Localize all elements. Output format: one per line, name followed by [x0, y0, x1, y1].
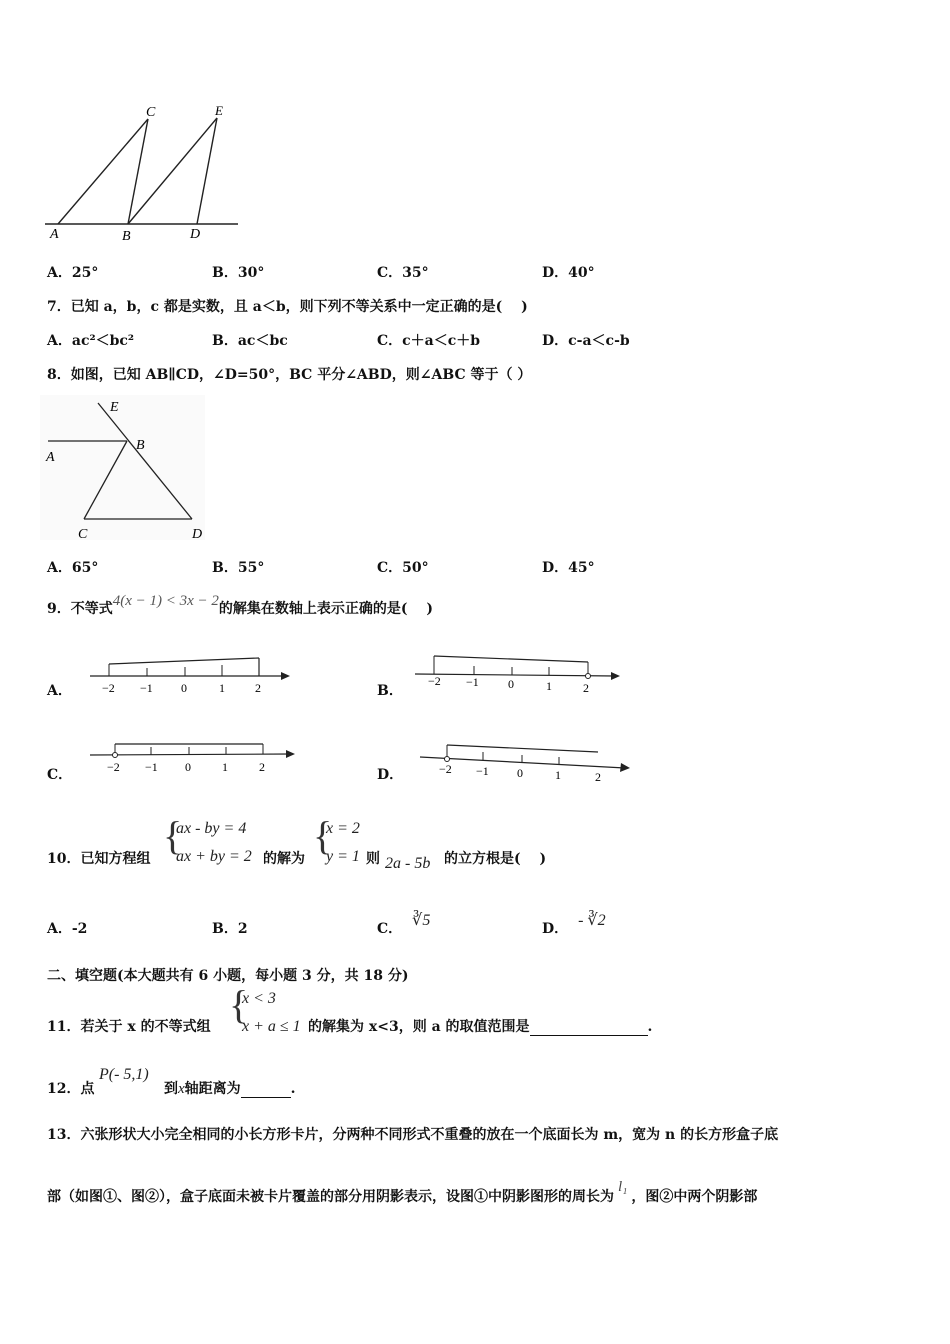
numberline-c	[85, 735, 300, 780]
q7-option-d[interactable]	[542, 330, 630, 350]
tick-label: 2	[259, 760, 265, 774]
q12-prefix: 12．点	[47, 1081, 95, 1097]
q6-figure	[40, 100, 250, 245]
tick-label: 2	[583, 681, 589, 695]
label-B: B	[136, 438, 145, 453]
q11-suffix	[308, 1016, 652, 1036]
label-A: A	[50, 227, 59, 242]
q10-suffix: 的立方根是( )	[444, 851, 547, 867]
option-label: D．	[542, 333, 569, 349]
answer-blank[interactable]	[530, 1019, 648, 1036]
option-text: 30°	[237, 265, 265, 281]
stem-text: 的解集为 x<3，则 a 的取值范围是	[308, 1019, 530, 1035]
q6-option-a[interactable]	[47, 262, 98, 282]
q10-option-a[interactable]	[47, 918, 87, 938]
q10-expression: 2a - 5b	[385, 855, 431, 872]
q10-option-d[interactable]	[542, 912, 606, 938]
option-text: 35°	[402, 265, 429, 281]
inequality-formula: 4(x − 1) < 3x − 2	[112, 593, 219, 609]
option-label: A．	[47, 333, 72, 349]
tick-label: −2	[102, 681, 115, 695]
q7-stem: 7．已知 a，b，c 都是实数，且 a＜b，则下列不等关系中一定正确的是( )	[47, 299, 528, 315]
tick-label: 2	[255, 681, 261, 695]
option-label: B．	[212, 265, 238, 281]
perimeter-variable: l₁	[618, 1179, 628, 1195]
q10-option-b[interactable]	[212, 918, 248, 938]
q12-point: P(- 5,1)	[99, 1066, 149, 1083]
q10-mid: 的解为	[263, 851, 305, 867]
tick-label: −2	[439, 762, 452, 776]
numberline-b	[410, 648, 625, 698]
axis-variable: x	[178, 1081, 185, 1097]
stem-text: ，图②中两个阴影部	[631, 1189, 758, 1205]
tick-label: 1	[546, 679, 552, 693]
numberline-a	[85, 650, 295, 700]
option-label: D．	[542, 921, 569, 937]
stem-text: 的解集在数轴上表示正确的是( )	[218, 601, 434, 617]
option-text: 40°	[568, 265, 595, 281]
q11-prefix: 11．若关于 x 的不等式组	[47, 1019, 211, 1035]
tick-label: 1	[555, 768, 561, 782]
tick-label: 0	[508, 677, 514, 691]
option-text: 2	[237, 921, 248, 937]
label-D: D	[192, 527, 203, 542]
option-label: D．	[542, 560, 569, 576]
tick-label: −1	[140, 681, 153, 695]
tick-label: 1	[219, 681, 225, 695]
q9-option-b[interactable]: B．	[377, 683, 403, 699]
stem-text: .	[647, 1019, 653, 1035]
stem-text: .	[290, 1081, 296, 1097]
label-C: C	[78, 527, 88, 542]
q9-option-a[interactable]: A．	[47, 683, 72, 699]
q10-solution-1: x = 2	[326, 820, 360, 837]
numberline-d	[415, 735, 635, 785]
stem-text: 部（如图①、图②），盒子底面未被卡片覆盖的部分用阴影表示，设图①中阴影图形的周长为	[47, 1189, 614, 1205]
option-text: 50°	[402, 560, 429, 576]
option-label: B．	[212, 333, 238, 349]
option-text: - ∛2	[578, 912, 606, 929]
q8-figure	[40, 395, 220, 545]
q10-solution-2: y = 1	[326, 848, 360, 865]
q10-equation-2: ax + by = 2	[176, 848, 252, 865]
option-text: c-a＜c-b	[568, 333, 630, 349]
q7-option-b[interactable]	[212, 330, 288, 350]
section-2-title: 二、填空题(本大题共有 6 小题，每小题 3 分，共 18 分)	[47, 968, 409, 984]
q10-then: 则	[366, 851, 380, 867]
option-text: 25°	[71, 265, 99, 281]
tick-label: −2	[107, 760, 120, 774]
q8-option-d[interactable]	[542, 557, 595, 577]
q8-option-c[interactable]	[377, 557, 429, 577]
option-label: C．	[377, 921, 403, 937]
q6-option-c[interactable]	[377, 262, 429, 282]
q9-option-d[interactable]: D．	[377, 767, 404, 783]
q6-option-b[interactable]	[212, 262, 264, 282]
solution-brace: {	[313, 813, 333, 858]
q9-option-c[interactable]: C．	[47, 767, 73, 783]
stem-text: 轴距离为	[184, 1081, 241, 1097]
tick-label: 0	[185, 760, 191, 774]
q11-inequality-2: x + a ≤ 1	[242, 1018, 301, 1035]
tick-label: 1	[222, 760, 228, 774]
label-A: A	[46, 450, 55, 465]
option-label: C．	[377, 560, 403, 576]
option-label: A．	[47, 921, 72, 937]
stem-text: 到	[164, 1081, 178, 1097]
system-brace: {	[229, 982, 249, 1027]
stem-text: 9．不等式	[47, 601, 113, 617]
tick-label: −1	[476, 764, 489, 778]
option-text: ac＜bc	[237, 333, 288, 349]
option-text: -2	[71, 921, 88, 937]
option-text: 55°	[237, 560, 265, 576]
q9-stem	[47, 593, 434, 618]
system-brace: {	[163, 813, 183, 858]
q10-prefix: 10．已知方程组	[47, 851, 151, 867]
option-label: A．	[47, 560, 72, 576]
option-label: B．	[212, 560, 238, 576]
option-text: c＋a＜c＋b	[402, 333, 481, 349]
tick-label: −1	[145, 760, 158, 774]
option-text: ac²＜bc²	[71, 333, 135, 349]
option-text: 65°	[71, 560, 99, 576]
q8-option-a[interactable]	[47, 557, 98, 577]
q6-option-d[interactable]	[542, 262, 595, 282]
label-E: E	[110, 400, 119, 415]
label-E: E	[215, 103, 223, 118]
option-label: D．	[542, 265, 569, 281]
option-label: C．	[377, 265, 403, 281]
q11-inequality-1: x < 3	[242, 990, 276, 1007]
q7-option-a[interactable]	[47, 330, 134, 350]
q8-option-b[interactable]	[212, 557, 264, 577]
label-B: B	[122, 229, 131, 244]
option-text: 45°	[568, 560, 595, 576]
tick-label: 2	[595, 770, 601, 784]
q7-option-c[interactable]	[377, 330, 480, 350]
q13-line-2	[47, 1179, 758, 1206]
option-label: B．	[212, 921, 238, 937]
tick-label: 0	[517, 766, 523, 780]
q10-equation-1: ax - by = 4	[176, 820, 247, 837]
tick-label: −1	[466, 675, 479, 689]
option-label: A．	[47, 265, 72, 281]
label-D: D	[190, 227, 201, 242]
q12-rest	[164, 1078, 296, 1098]
option-label: C．	[377, 333, 403, 349]
answer-blank[interactable]	[241, 1081, 291, 1098]
q8-stem: 8．如图，已知 AB∥CD，∠D=50°，BC 平分∠ABD，则∠ABC 等于（ ）	[47, 367, 532, 383]
tick-label: −2	[428, 674, 441, 688]
q13-line-1: 13．六张形状大小完全相同的小长方形卡片，分两种不同形式不重叠的放在一个底面长为 m，宽为 n 的长方形盒子底	[47, 1127, 779, 1143]
tick-label: 0	[181, 681, 187, 695]
label-C: C	[146, 105, 156, 120]
option-text: ∛5	[412, 912, 431, 929]
q10-option-c[interactable]	[377, 912, 431, 938]
